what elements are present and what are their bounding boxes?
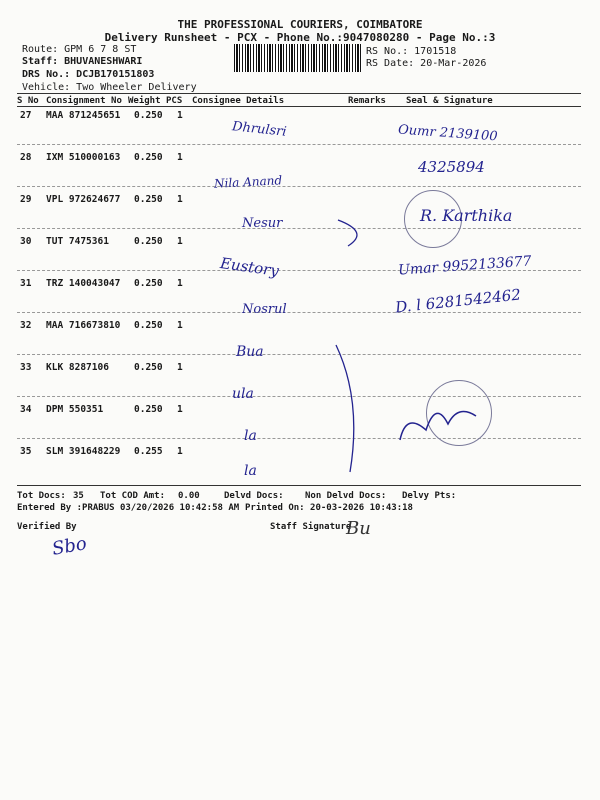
tot-cod-label: Tot COD Amt: (100, 491, 166, 501)
tot-docs-value: 35 (73, 491, 84, 501)
row-sno: 28 (20, 152, 32, 163)
non-delvd-docs: Non Delvd Docs: (305, 491, 387, 501)
table-top-rule (17, 93, 581, 94)
consignee-handwriting: Nila Anand (213, 173, 283, 191)
staff-label: Staff: BHUVANESHWARI (22, 56, 143, 67)
row-weight: 0.250 (134, 152, 163, 163)
row-weight: 0.250 (134, 362, 163, 373)
row-consignment: TRZ 140043047 (46, 278, 121, 289)
drs-label: DRS No.: DCJB170151803 (22, 69, 155, 80)
row-consignment: IXM 510000163 (46, 152, 121, 163)
row-sno: 34 (20, 404, 32, 415)
row-weight: 0.250 (134, 320, 163, 331)
route-label: Route: GPM 6 7 8 ST (22, 44, 137, 55)
company-name: THE PROFESSIONAL COURIERS, COIMBATORE (177, 18, 423, 31)
col-seal: Seal & Signature (406, 96, 493, 106)
consignee-handwriting: ula (232, 386, 254, 402)
row-pcs: 1 (177, 194, 183, 205)
delvy-pts: Delvy Pts: (402, 491, 457, 501)
staff-signature: Bu (346, 518, 371, 539)
signature: 4325894 (418, 158, 485, 176)
row-divider (17, 186, 581, 187)
row-sno: 32 (20, 320, 32, 331)
delvd-docs: Delvd Docs: (224, 491, 284, 501)
row-divider (17, 312, 581, 313)
col-weight: Weight (128, 96, 161, 106)
row-weight: 0.250 (134, 236, 163, 247)
barcode (234, 44, 362, 72)
row-sno: 27 (20, 110, 32, 121)
row-weight: 0.250 (134, 278, 163, 289)
signature: R. Karthika (420, 206, 513, 225)
row-pcs: 1 (177, 236, 183, 247)
runsheet-title: Delivery Runsheet - PCX - Phone No.:9047080280 - Page No.:3 (104, 31, 496, 44)
row-sno: 30 (20, 236, 32, 247)
consignee-handwriting: la (244, 463, 257, 479)
table-bottom-rule (17, 485, 581, 486)
tot-docs-label: Tot Docs: (17, 491, 66, 501)
verified-by-label: Verified By (17, 522, 77, 532)
handwritten-marks (330, 210, 380, 480)
row-sno: 31 (20, 278, 32, 289)
row-sno: 35 (20, 446, 32, 457)
col-sno: S No (17, 96, 39, 106)
signature: Oumr 2139100 (397, 122, 499, 145)
row-weight: 0.250 (134, 110, 163, 121)
row-pcs: 1 (177, 152, 183, 163)
consignee-handwriting: Nosrul (242, 302, 287, 317)
row-pcs: 1 (177, 110, 183, 121)
row-consignment: MAA 716673810 (46, 320, 121, 331)
row-pcs: 1 (177, 446, 183, 457)
consignee-handwriting: Eustory (219, 253, 280, 281)
row-pcs: 1 (177, 404, 183, 415)
col-pcs: PCS (166, 96, 183, 106)
row-consignment: MAA 871245651 (46, 110, 121, 121)
row-pcs: 1 (177, 320, 183, 331)
staff-signature-label: Staff Signature (270, 522, 352, 532)
row-consignment: DPM 550351 (46, 404, 104, 415)
row-consignment: KLK 8287106 (46, 362, 109, 373)
signature: D. l 6281542462 (394, 285, 522, 317)
col-consignment: Consignment No (46, 96, 122, 106)
row-divider (17, 228, 581, 229)
col-consignee: Consignee Details (192, 96, 285, 106)
consignee-handwriting: Nesur (242, 216, 283, 231)
row-pcs: 1 (177, 278, 183, 289)
col-remarks: Remarks (348, 96, 386, 106)
row-sno: 29 (20, 194, 32, 205)
row-weight: 0.250 (134, 194, 163, 205)
tot-cod-value: 0.00 (178, 491, 200, 501)
row-divider (17, 438, 581, 439)
row-consignment: SLM 391648229 (46, 446, 121, 457)
entered-by: Entered By :PRABUS 03/20/2026 10:42:58 AM (17, 503, 240, 513)
consignee-handwriting: Dhrulsri (231, 119, 288, 140)
row-weight: 0.250 (134, 404, 163, 415)
row-divider (17, 354, 581, 355)
consignee-handwriting: Bua (236, 344, 264, 360)
row-pcs: 1 (177, 362, 183, 373)
signature-scribble (396, 390, 496, 450)
rs-no: RS No.: 1701518 (366, 46, 457, 57)
consignee-handwriting: la (244, 428, 257, 444)
printed-on: Printed On: 20-03-2026 10:43:18 (245, 503, 413, 513)
vehicle-label: Vehicle: Two Wheeler Delivery (22, 82, 197, 93)
signature: Umar 9952133677 (397, 253, 533, 279)
row-consignment: TUT 7475361 (46, 236, 109, 247)
row-weight: 0.255 (134, 446, 163, 457)
row-sno: 33 (20, 362, 32, 373)
verified-signature: Sbo (50, 533, 89, 560)
table-header-rule (17, 106, 581, 107)
row-divider (17, 396, 581, 397)
row-consignment: VPL 972624677 (46, 194, 121, 205)
rs-date: RS Date: 20-Mar-2026 (366, 58, 487, 69)
